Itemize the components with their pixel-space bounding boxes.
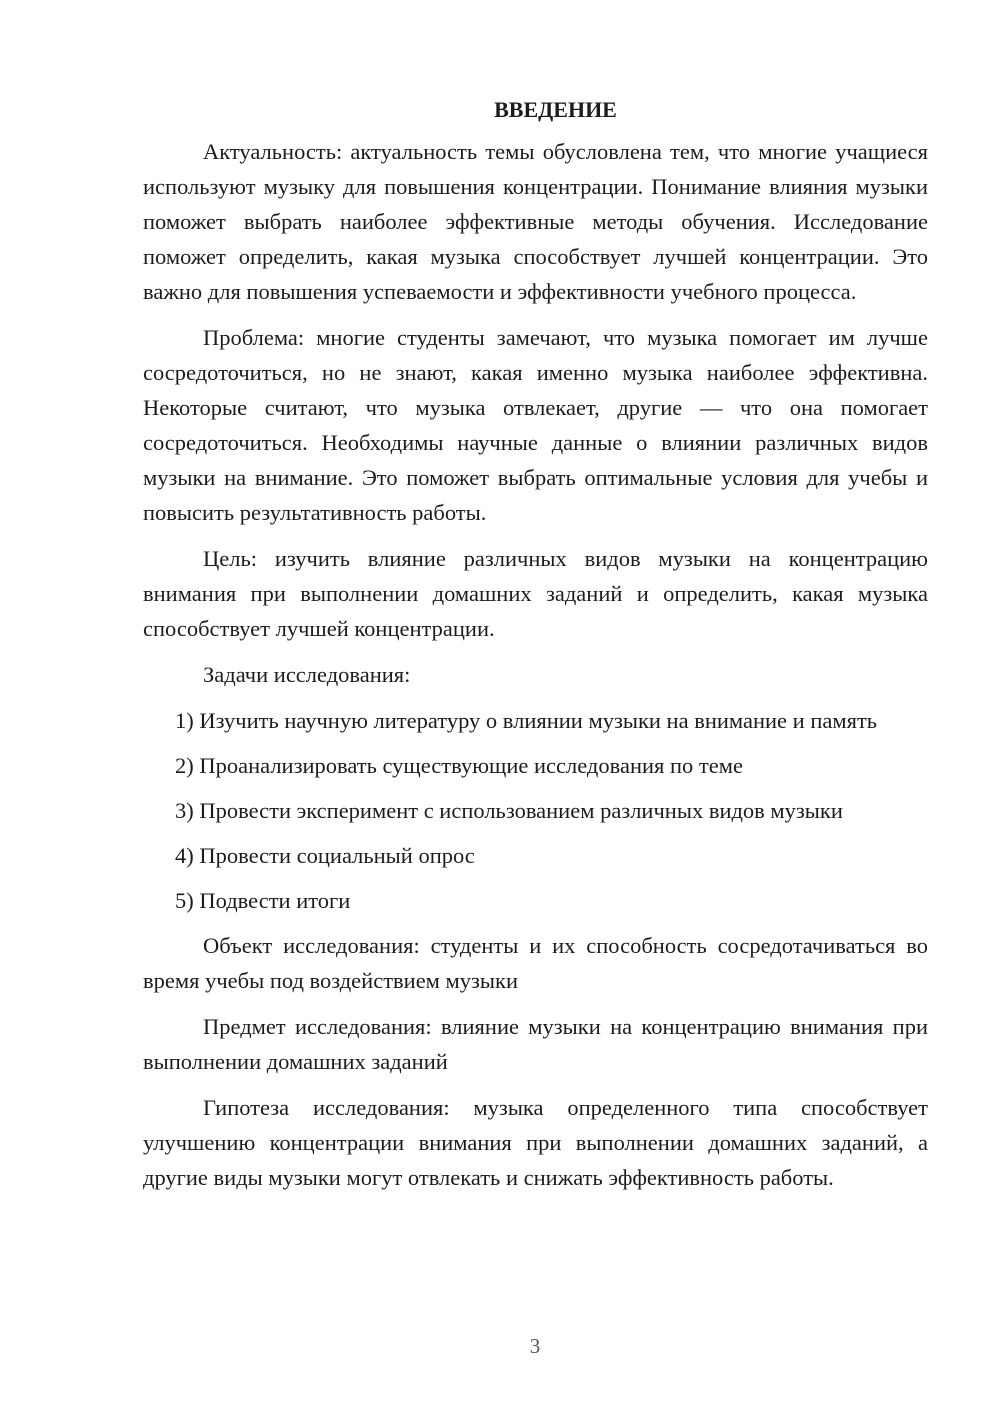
task-item-5: 5) Подвести итоги [175, 888, 351, 913]
section-heading: ВВЕДЕНИЕ [494, 97, 617, 122]
tasks-heading: Задачи исследования: [203, 662, 411, 687]
task-item-2: 2) Проанализировать существующие исследования по теме [175, 753, 743, 778]
goal-paragraph: Цель: изучить влияние различных видов музыки на концентрацию внимания при выполнении домашних заданий и определить, какая музыка способствует лучшей концентрации. [143, 546, 928, 641]
task-item-1: 1) Изучить научную литературу о влиянии музыки на внимание и память [175, 708, 878, 733]
page-number: 3 [529, 1334, 541, 1358]
object-paragraph: Объект исследования: студенты и их способность сосредотачиваться во время учебы под воздействием музыки [143, 933, 928, 993]
task-item-3: 3) Провести эксперимент с использованием различных видов музыки [175, 798, 843, 823]
problem-paragraph: Проблема: многие студенты замечают, что музыка помогает им лучше сосредоточиться, но не знают, какая именно музыка наиболее эффективна. Некоторые считают, что музыка отвлекает, другие — что она помогает сосредоточиться. Необходимы научные данные о влиянии различных видов музыки на внимание. Это поможет выбрать оптимальные условия для учебы и повысить результативность работы. [143, 325, 928, 525]
document-page [143, 96, 928, 1206]
subject-paragraph: Предмет исследования: влияние музыки на концентрацию внимания при выполнении домашних заданий [143, 1014, 928, 1074]
relevance-paragraph: Актуальность: актуальность темы обусловлена тем, что многие учащиеся используют музыку для повышения концентрации. Понимание влияния музыки поможет выбрать наиболее эффективные методы обучения. Исследование поможет определить, какая музыка способствует лучшей концентрации. Это важно для повышения успеваемости и эффективности учебного процесса. [143, 139, 928, 304]
hypothesis-paragraph: Гипотеза исследования: музыка определенного типа способствует улучшению концентрации внимания при выполнении домашних заданий, а другие виды музыки могут отвлекать и снижать эффективность работы. [143, 1095, 928, 1190]
task-item-4: 4) Провести социальный опрос [175, 843, 475, 868]
